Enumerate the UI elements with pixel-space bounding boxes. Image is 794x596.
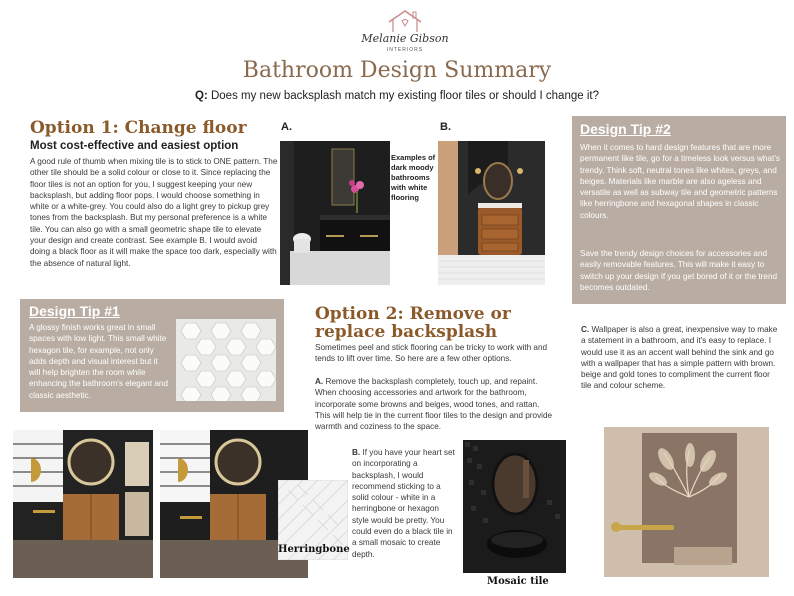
example-a-label: A. — [281, 121, 292, 133]
option1-body: A good rule of thumb when mixing tile is to stick to ONE pattern. The other tile should be a solid colour or close to it. Since replacing the floor tiles is not an option for you, I suggest keeping your new backsplash, but adding floor pops. I would choose something in white or a white-grey. You could also do a light grey to pickup grey tones from the backsplash. But my personal preference is a white tile. You can also go with a small geometric shape tile to elevate your design and create contrast. See example B. I would avoid doing a black floor as it will make the space too dark, especially with the absence of natural light. — [30, 157, 278, 268]
option2-a-label: A. — [315, 377, 324, 386]
moodboard-1-image — [13, 430, 153, 578]
option2-b-label: B. — [352, 448, 361, 457]
design-tip-2-body1: When it comes to hard design features that are more permanent like tile, go for a timeless look versus what's trendy. Think soft, neutral tones like whites, greys, and beiges. Materials like marble are also ageless and versatile as well as subway tile and geometric patterns like herringbone and hexagonal shapes in classic colours. — [580, 143, 780, 220]
design-tip-1-box — [20, 299, 284, 412]
option2-c-label: C. — [581, 325, 590, 334]
option2-b — [352, 447, 456, 560]
question-label: Q: — [195, 90, 208, 102]
design-tip-2-body2: Save the trendy design choices for accessories and easily removable features. This will make it easy to switch up your design if you get bored of it or the trend becomes outdated. — [580, 249, 778, 292]
examples-caption: Examples of dark moody bathrooms with white flooring — [391, 153, 436, 202]
herringbone-label: Herringbone — [278, 544, 350, 555]
option2-b-text: If you have your heart set on incorporating a backsplash, I would recommend sticking to a solid colour - white in a herringbone or hexagon style would be pretty. You could even do a black tile in a small mosaic to create depth. — [352, 448, 455, 559]
option2-a — [315, 376, 555, 432]
option2-title: Option 2: Remove or replace backsplash — [315, 304, 511, 342]
design-tip-1-title: Design Tip #1 — [29, 303, 120, 319]
brand-subline: INTERIORS — [386, 47, 424, 53]
question-line — [0, 90, 794, 102]
mosaic-tile-image — [463, 440, 566, 573]
design-tip-1-body: A glossy finish works great in small spaces with low light. This small white hexagon tile, for example, not only adds depth and visual interest but it will help brighten the room while enhancing the bathroom's elegant and classic aesthetic. — [29, 323, 169, 400]
option2-c — [581, 324, 781, 392]
design-tip-2-box — [572, 116, 786, 304]
mosaic-label: Mosaic tile — [487, 576, 549, 587]
page-title: Bathroom Design Summary — [242, 58, 552, 83]
hexagon-tile-image — [176, 319, 276, 401]
option2-intro: Sometimes peel and stick flooring can be tricky to work with and tends to lift over time. So here are a few other options. — [315, 343, 548, 364]
option2-a-text: Remove the backsplash completely, touch up, and repaint. When choosing accessories and artwork for the bathroom, incorporate some browns and beiges, wood tones, and rattan. This will help tie in the current floor tiles to the design and provide warmth and coziness to the space. — [315, 377, 553, 432]
brand-logo — [355, 8, 455, 58]
example-b-image — [438, 141, 545, 285]
design-tip-2-title: Design Tip #2 — [580, 121, 671, 137]
option2-c-text: Wallpaper is also a great, inexpensive way to make a statement in a bathroom, and it's easy to replace. I would use it as an accent wall behind the sink and go with a wallpaper that has a simple pattern with brown. beige and gold tones to compliment the current floor tile and colour scheme. — [581, 325, 778, 391]
question-text: Does my new backsplash match my existing floor tiles or should I change it? — [210, 90, 599, 102]
example-b-label: B. — [440, 121, 451, 133]
example-a-image — [280, 141, 390, 285]
option1-title: Option 1: Change floor — [30, 118, 247, 138]
option1-subtitle: Most cost-effective and easiest option — [30, 140, 239, 152]
brand-name: Melanie Gibson — [361, 32, 449, 45]
wallpaper-moodboard-image — [604, 427, 769, 577]
house-logo-icon — [355, 8, 455, 34]
